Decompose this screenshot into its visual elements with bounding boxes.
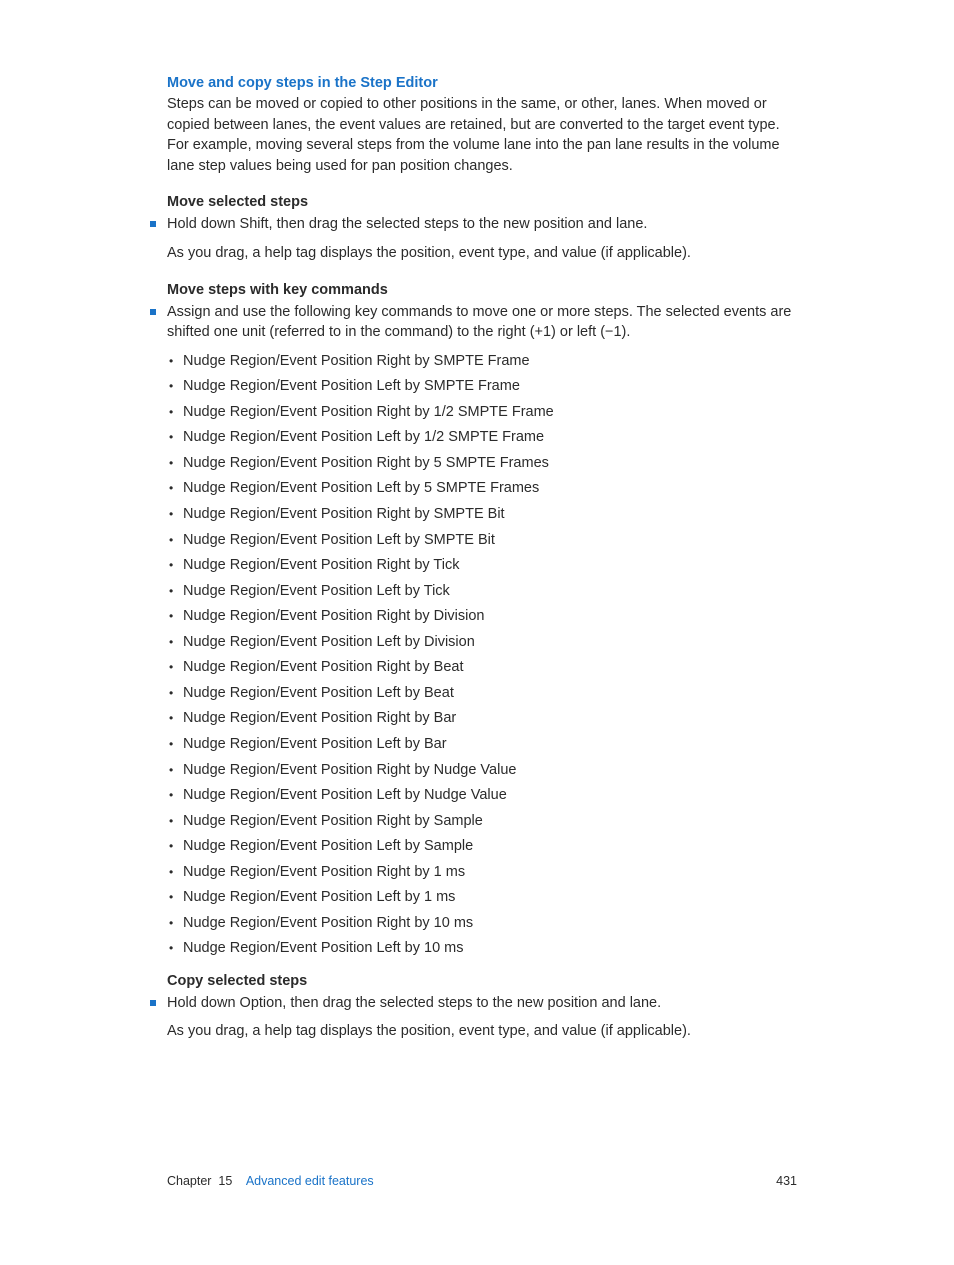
page-footer bbox=[167, 1172, 797, 1190]
key-command-label: Nudge Region/Event Position Left by SMPTE Frame bbox=[183, 378, 520, 395]
bullet-icon: • bbox=[169, 890, 174, 905]
key-command-label: Nudge Region/Event Position Left by 1 ms bbox=[183, 889, 456, 906]
key-command-label: Nudge Region/Event Position Left by Bar bbox=[183, 735, 447, 752]
list-item bbox=[169, 911, 799, 937]
bullet-icon: • bbox=[169, 839, 174, 854]
move-keys-heading: Move steps with key commands bbox=[167, 281, 388, 298]
key-command-label: Nudge Region/Event Position Right by Nudge Value bbox=[183, 761, 517, 778]
page-number: 431 bbox=[776, 1174, 797, 1188]
list-item bbox=[169, 604, 799, 630]
move-selected-task-text: Hold down Shift, then drag the selected steps to the new position and lane. bbox=[167, 216, 648, 233]
list-item bbox=[169, 758, 799, 784]
key-command-label: Nudge Region/Event Position Left by Division bbox=[183, 633, 475, 650]
key-command-label: Nudge Region/Event Position Right by 10 ms bbox=[183, 914, 474, 931]
copy-selected-task bbox=[167, 993, 799, 1014]
key-command-label: Nudge Region/Event Position Right by Tick bbox=[183, 557, 460, 574]
move-selected-task bbox=[167, 214, 799, 235]
bullet-icon: • bbox=[169, 788, 174, 803]
key-command-label: Nudge Region/Event Position Left by Sample bbox=[183, 838, 474, 855]
key-command-label: Nudge Region/Event Position Left by Beat bbox=[183, 684, 454, 701]
bullet-icon: • bbox=[169, 941, 174, 956]
list-item bbox=[169, 834, 799, 860]
bullet-icon: • bbox=[169, 762, 174, 777]
list-item bbox=[169, 400, 799, 426]
bullet-icon: • bbox=[169, 813, 174, 828]
key-command-label: Nudge Region/Event Position Right by SMPTE Frame bbox=[183, 352, 530, 369]
key-command-label: Nudge Region/Event Position Right by 1 ms bbox=[183, 863, 466, 880]
list-item bbox=[169, 936, 799, 962]
key-command-label: Nudge Region/Event Position Right by Sample bbox=[183, 812, 483, 829]
task-square-icon bbox=[150, 221, 156, 227]
bullet-icon: • bbox=[169, 685, 174, 700]
list-item bbox=[169, 451, 799, 477]
page-content bbox=[167, 73, 799, 1042]
bullet-icon: • bbox=[169, 455, 174, 470]
list-item bbox=[169, 502, 799, 528]
bullet-icon: • bbox=[169, 583, 174, 598]
task-square-icon bbox=[150, 309, 156, 315]
list-item bbox=[169, 681, 799, 707]
list-item bbox=[169, 349, 799, 375]
key-command-label: Nudge Region/Event Position Right by Division bbox=[183, 608, 485, 625]
list-item bbox=[169, 706, 799, 732]
bullet-icon: • bbox=[169, 353, 174, 368]
list-item bbox=[169, 553, 799, 579]
list-item bbox=[169, 630, 799, 656]
key-command-label: Nudge Region/Event Position Left by 1/2 SMPTE Frame bbox=[183, 429, 545, 446]
bullet-icon: • bbox=[169, 481, 174, 496]
footer-chapter-label: Chapter 15 bbox=[167, 1174, 233, 1188]
key-command-label: Nudge Region/Event Position Left by Nudge Value bbox=[183, 787, 507, 804]
copy-selected-note: As you drag, a help tag displays the position, event type, and value (if applicable). bbox=[167, 1023, 691, 1040]
copy-selected-heading: Copy selected steps bbox=[167, 972, 308, 989]
bullet-icon: • bbox=[169, 532, 174, 547]
bullet-icon: • bbox=[169, 430, 174, 445]
key-command-label: Nudge Region/Event Position Left by Tick bbox=[183, 582, 450, 599]
key-command-label: Nudge Region/Event Position Right by SMPTE Bit bbox=[183, 506, 505, 523]
bullet-icon: • bbox=[169, 864, 174, 879]
bullet-icon: • bbox=[169, 379, 174, 394]
bullet-icon: • bbox=[169, 736, 174, 751]
section-title: Move and copy steps in the Step Editor bbox=[167, 75, 438, 91]
bullet-icon: • bbox=[169, 660, 174, 675]
list-item bbox=[169, 528, 799, 554]
key-command-label: Nudge Region/Event Position Left by SMPTE Bit bbox=[183, 531, 495, 548]
list-item bbox=[169, 860, 799, 886]
list-item bbox=[169, 374, 799, 400]
bullet-icon: • bbox=[169, 507, 174, 522]
move-keys-task bbox=[167, 302, 799, 343]
key-command-label: Nudge Region/Event Position Right by 1/2 SMPTE Frame bbox=[183, 403, 554, 420]
list-item bbox=[169, 425, 799, 451]
key-command-label: Nudge Region/Event Position Right by Bar bbox=[183, 710, 457, 727]
bullet-icon: • bbox=[169, 609, 174, 624]
move-selected-note: As you drag, a help tag displays the position, event type, and value (if applicable). bbox=[167, 244, 691, 261]
section-intro: Steps can be moved or copied to other positions in the same, or other, lanes. When moved or copied between lanes, the event values are retained, but are converted to the target event type. For example, moving several steps from the volume lane into the pan lane results in the volume lane step values being used for pan position changes. bbox=[167, 96, 780, 174]
list-item bbox=[169, 579, 799, 605]
move-selected-heading: Move selected steps bbox=[167, 194, 309, 211]
list-item bbox=[169, 783, 799, 809]
bullet-icon: • bbox=[169, 634, 174, 649]
key-command-label: Nudge Region/Event Position Left by 5 SMPTE Frames bbox=[183, 480, 540, 497]
key-command-list bbox=[167, 349, 799, 962]
move-keys-task-text: Assign and use the following key commands to move one or more steps. The selected events are shifted one unit (referred to in the command) to the right (+1) or left (−1). bbox=[167, 303, 792, 341]
list-item bbox=[169, 655, 799, 681]
bullet-icon: • bbox=[169, 558, 174, 573]
copy-selected-task-text: Hold down Option, then drag the selected steps to the new position and lane. bbox=[167, 994, 662, 1011]
list-item bbox=[169, 809, 799, 835]
bullet-icon: • bbox=[169, 915, 174, 930]
task-square-icon bbox=[150, 1000, 156, 1006]
list-item bbox=[169, 885, 799, 911]
bullet-icon: • bbox=[169, 711, 174, 726]
footer-chapter-link[interactable]: Advanced edit features bbox=[245, 1174, 374, 1188]
bullet-icon: • bbox=[169, 404, 174, 419]
list-item bbox=[169, 476, 799, 502]
key-command-label: Nudge Region/Event Position Right by 5 SMPTE Frames bbox=[183, 454, 549, 471]
key-command-label: Nudge Region/Event Position Left by 10 ms bbox=[183, 940, 464, 957]
key-command-label: Nudge Region/Event Position Right by Beat bbox=[183, 659, 464, 676]
list-item bbox=[169, 732, 799, 758]
